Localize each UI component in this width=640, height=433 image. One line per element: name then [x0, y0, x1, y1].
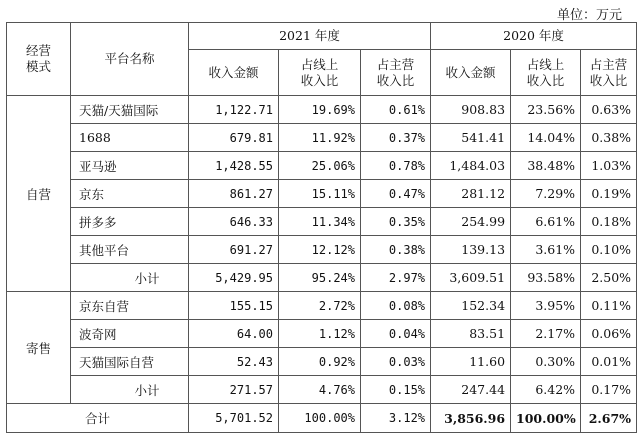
- main-ratio-2021: 0.03%: [361, 348, 431, 376]
- header-revenue-2020: 收入金额: [431, 50, 511, 96]
- main-ratio-2021: 0.61%: [361, 96, 431, 124]
- revenue-2021: 155.15: [189, 292, 279, 320]
- revenue-2020: 3,856.96: [431, 404, 511, 433]
- header-year-2020: 2020 年度: [431, 23, 637, 50]
- online-ratio-2021: 100.00%: [279, 404, 361, 433]
- main-ratio-2021: 0.47%: [361, 180, 431, 208]
- platform-name: 京东自营: [71, 292, 189, 320]
- revenue-2021: 646.33: [189, 208, 279, 236]
- revenue-2021: 691.27: [189, 236, 279, 264]
- online-ratio-2021: 11.34%: [279, 208, 361, 236]
- group-label-self: 自营: [7, 96, 71, 292]
- main-ratio-2020: 1.03%: [581, 152, 637, 180]
- header-revenue-2021: 收入金额: [189, 50, 279, 96]
- online-ratio-2020: 100.00%: [511, 404, 581, 433]
- revenue-2020: 247.44: [431, 376, 511, 404]
- header-platform: 平台名称: [71, 23, 189, 96]
- platform-name: 亚马逊: [71, 152, 189, 180]
- online-ratio-2021: 0.92%: [279, 348, 361, 376]
- main-ratio-2021: 0.15%: [361, 376, 431, 404]
- header-main-ratio-2020: 占主营 收入比: [581, 50, 637, 96]
- main-ratio-2020: 0.18%: [581, 208, 637, 236]
- online-ratio-2020: 23.56%: [511, 96, 581, 124]
- main-ratio-2020: 0.17%: [581, 376, 637, 404]
- header-online-ratio-2021: 占线上 收入比: [279, 50, 361, 96]
- platform-name: 京东: [71, 180, 189, 208]
- online-ratio-2020: 38.48%: [511, 152, 581, 180]
- table-row: [7, 292, 637, 320]
- platform-name: 1688: [71, 124, 189, 152]
- subtotal-label: 小计: [71, 264, 189, 292]
- online-ratio-2020: 2.17%: [511, 320, 581, 348]
- main-ratio-2021: 2.97%: [361, 264, 431, 292]
- main-ratio-2021: 0.04%: [361, 320, 431, 348]
- online-ratio-2020: 14.04%: [511, 124, 581, 152]
- main-ratio-2021: 0.08%: [361, 292, 431, 320]
- main-ratio-2020: 0.10%: [581, 236, 637, 264]
- table-row: [7, 320, 637, 348]
- online-ratio-2020: 7.29%: [511, 180, 581, 208]
- revenue-2020: 152.34: [431, 292, 511, 320]
- table-row: [7, 152, 637, 180]
- header-main-ratio-2021: 占主营 收入比: [361, 50, 431, 96]
- revenue-2021: 861.27: [189, 180, 279, 208]
- main-ratio-2020: 2.67%: [581, 404, 637, 433]
- revenue-2021: 52.43: [189, 348, 279, 376]
- revenue-2020: 254.99: [431, 208, 511, 236]
- revenue-2020: 908.83: [431, 96, 511, 124]
- online-ratio-2021: 19.69%: [279, 96, 361, 124]
- online-ratio-2021: 11.92%: [279, 124, 361, 152]
- revenue-table: [6, 22, 637, 433]
- revenue-2021: 679.81: [189, 124, 279, 152]
- subtotal-row: [7, 264, 637, 292]
- revenue-2020: 3,609.51: [431, 264, 511, 292]
- total-row: [7, 404, 637, 433]
- revenue-2020: 1,484.03: [431, 152, 511, 180]
- main-ratio-2020: 0.01%: [581, 348, 637, 376]
- platform-name: 天猫/天猫国际: [71, 96, 189, 124]
- online-ratio-2021: 95.24%: [279, 264, 361, 292]
- subtotal-label: 小计: [71, 376, 189, 404]
- revenue-2020: 541.41: [431, 124, 511, 152]
- main-ratio-2020: 0.63%: [581, 96, 637, 124]
- online-ratio-2021: 12.12%: [279, 236, 361, 264]
- unit-label: 单位：万元: [556, 8, 622, 23]
- table-row: [7, 208, 637, 236]
- online-ratio-2020: 6.61%: [511, 208, 581, 236]
- main-ratio-2021: 0.35%: [361, 208, 431, 236]
- platform-name: 拼多多: [71, 208, 189, 236]
- revenue-2021: 5,701.52: [189, 404, 279, 433]
- revenue-2021: 64.00: [189, 320, 279, 348]
- main-ratio-2020: 0.11%: [581, 292, 637, 320]
- table-row: [7, 96, 637, 124]
- main-ratio-2021: 0.38%: [361, 236, 431, 264]
- main-ratio-2021: 0.37%: [361, 124, 431, 152]
- online-ratio-2020: 6.42%: [511, 376, 581, 404]
- revenue-2020: 281.12: [431, 180, 511, 208]
- platform-name: 波奇网: [71, 320, 189, 348]
- group-label-consign: 寄售: [7, 292, 71, 404]
- main-ratio-2020: 0.19%: [581, 180, 637, 208]
- header-mode: 经营 模式: [7, 23, 71, 96]
- revenue-2021: 1,428.55: [189, 152, 279, 180]
- main-ratio-2021: 0.78%: [361, 152, 431, 180]
- table-row: [7, 236, 637, 264]
- main-ratio-2020: 2.50%: [581, 264, 637, 292]
- revenue-2021: 271.57: [189, 376, 279, 404]
- online-ratio-2021: 25.06%: [279, 152, 361, 180]
- table-row: [7, 348, 637, 376]
- online-ratio-2021: 2.72%: [279, 292, 361, 320]
- revenue-2020: 139.13: [431, 236, 511, 264]
- revenue-2020: 11.60: [431, 348, 511, 376]
- table-row: [7, 180, 637, 208]
- online-ratio-2020: 3.61%: [511, 236, 581, 264]
- revenue-2021: 1,122.71: [189, 96, 279, 124]
- main-ratio-2021: 3.12%: [361, 404, 431, 433]
- header-year-2021: 2021 年度: [189, 23, 431, 50]
- platform-name: 其他平台: [71, 236, 189, 264]
- online-ratio-2021: 15.11%: [279, 180, 361, 208]
- online-ratio-2020: 3.95%: [511, 292, 581, 320]
- platform-name: 天猫国际自营: [71, 348, 189, 376]
- subtotal-row: [7, 376, 637, 404]
- online-ratio-2021: 4.76%: [279, 376, 361, 404]
- table-row: [7, 124, 637, 152]
- header-online-ratio-2020: 占线上 收入比: [511, 50, 581, 96]
- main-ratio-2020: 0.06%: [581, 320, 637, 348]
- online-ratio-2021: 1.12%: [279, 320, 361, 348]
- revenue-2021: 5,429.95: [189, 264, 279, 292]
- main-ratio-2020: 0.38%: [581, 124, 637, 152]
- total-label: 合计: [7, 404, 189, 433]
- revenue-2020: 83.51: [431, 320, 511, 348]
- online-ratio-2020: 0.30%: [511, 348, 581, 376]
- online-ratio-2020: 93.58%: [511, 264, 581, 292]
